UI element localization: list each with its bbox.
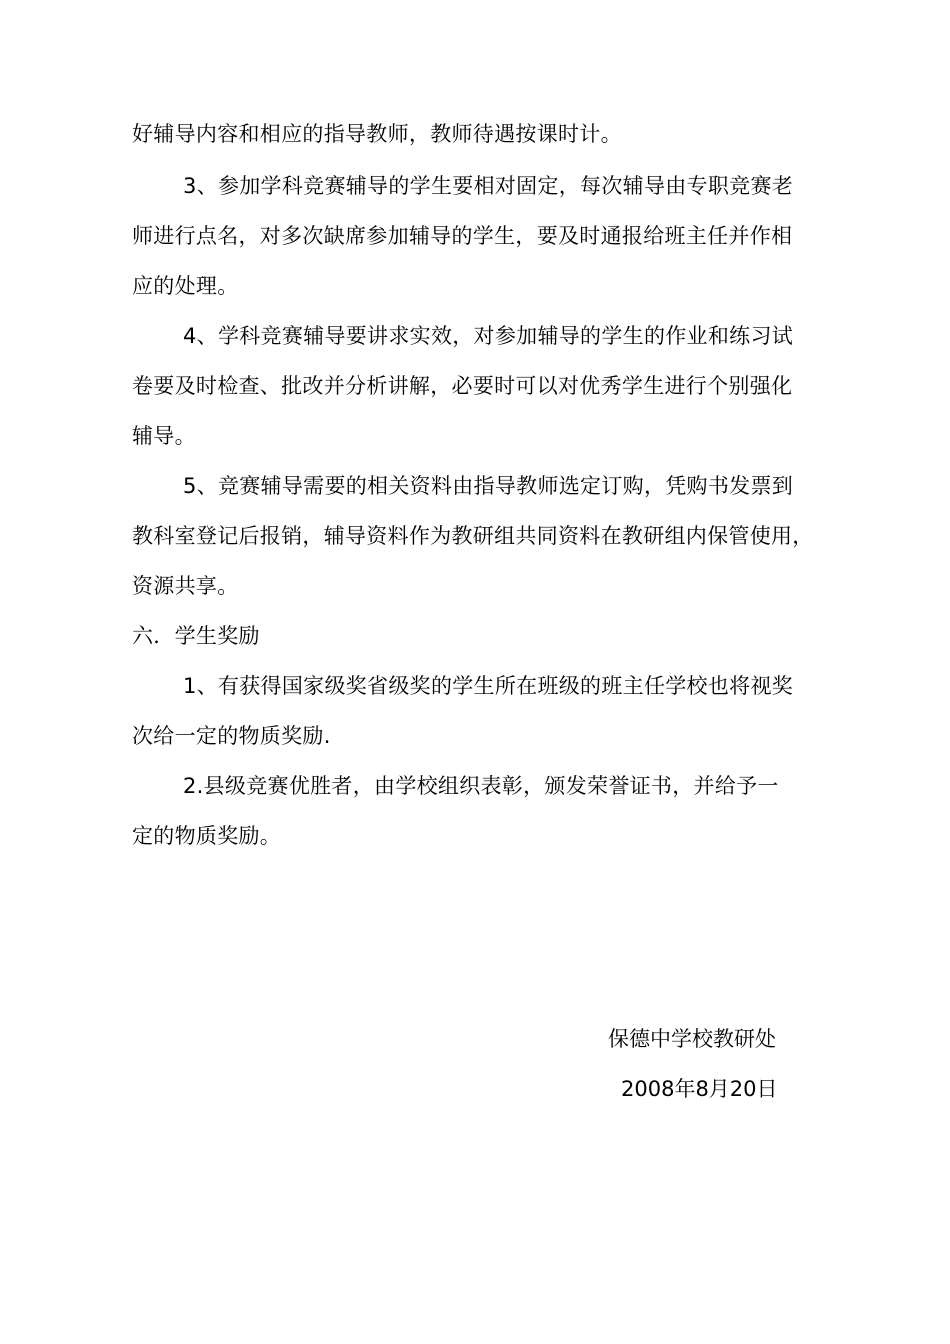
text-line-item-3: 3、参加学科竞赛辅导的学生要相对固定，每次辅导由专职竞赛老: [183, 174, 794, 198]
text-line-reward-2: 2.县级竞赛优胜者，由学校组织表彰，颁发荣誉证书，并给予一: [183, 774, 779, 798]
text-line-item-4: 4、学科竞赛辅导要讲求实效，对参加辅导的学生的作业和练习试: [183, 324, 794, 348]
section-heading: 六．学生奖励: [132, 624, 260, 648]
signature-office: 保德中学校教研处: [608, 1027, 776, 1051]
text-line: 资源共享。: [132, 574, 239, 598]
text-line: 定的物质奖励。: [132, 824, 282, 848]
signature-date: 2008年8月20日: [621, 1077, 778, 1101]
text-line: 辅导。: [132, 424, 196, 448]
text-line: 师进行点名，对多次缺席参加辅导的学生，要及时通报给班主任并作相: [132, 224, 793, 248]
text-line: 次给一定的物质奖励.: [132, 724, 331, 748]
text-line-reward-1: 1、有获得国家级奖省级奖的学生所在班级的班主任学校也将视奖: [183, 674, 794, 698]
text-line: 好辅导内容和相应的指导教师，教师待遇按课时计。: [132, 122, 622, 146]
text-line: 教科室登记后报销，辅导资料作为教研组共同资料在教研组内保管使用，: [132, 524, 814, 548]
text-line: 卷要及时检查、批改并分析讲解，必要时可以对优秀学生进行个别强化: [132, 374, 793, 398]
text-line: 应的处理。: [132, 274, 239, 298]
text-line-item-5: 5、竞赛辅导需要的相关资料由指导教师选定订购，凭购书发票到: [183, 474, 794, 498]
